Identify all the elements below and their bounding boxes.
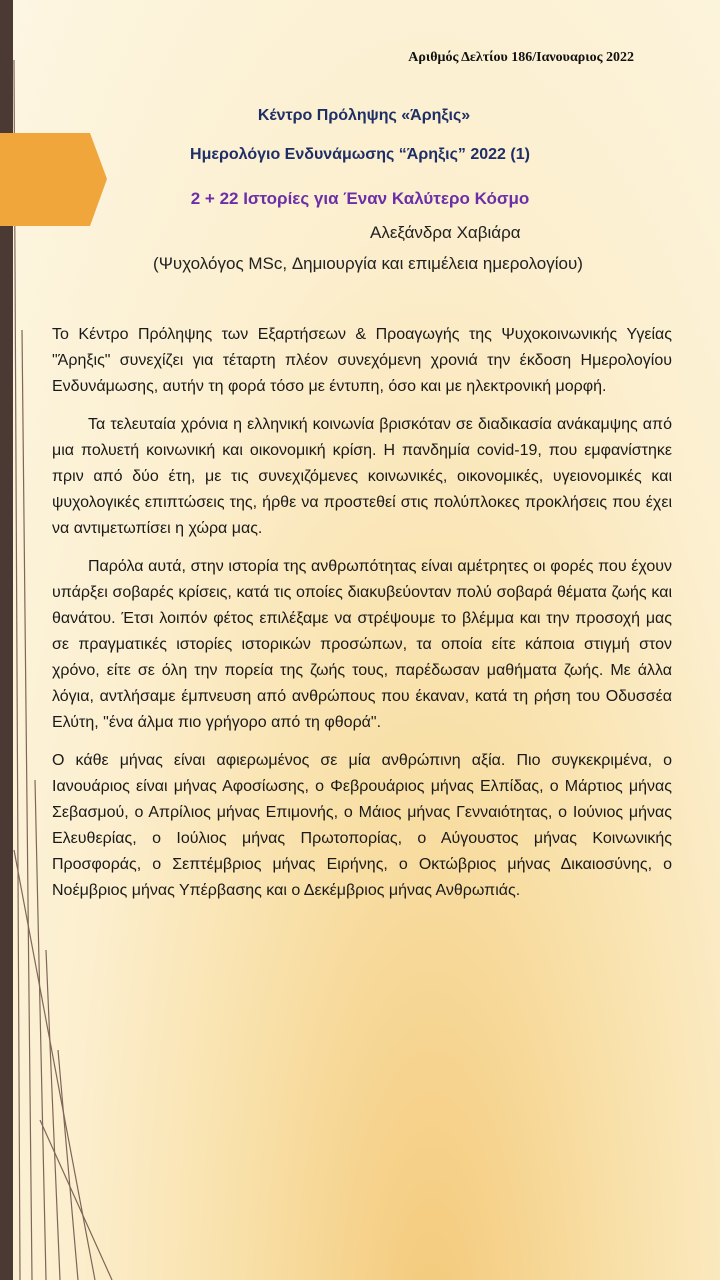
author-role: (Ψυχολόγος MSc, Δημιουργία και επιμέλεια ημερολογίου)	[153, 254, 583, 273]
calendar-title: Ημερολόγιο Ενδυνάμωσης “Άρηξις” 2022 (1)	[190, 146, 530, 163]
author-name: Αλεξάνδρα Χαβιάρα	[370, 223, 521, 242]
paragraph-months: Ο κάθε μήνας είναι αφιερωμένος σε μία ανθρώπινη αξία. Πιο συγκεκριμένα, ο Ιανουάριος είναι μήνας Αφοσίωσης, ο Φεβρουάριος μήνας Ελπίδας, ο Μάρτιος μήνας Σεβασμού, ο Απρίλιος μήνας Επιμονής, ο Μάιος μήνας Γενναιότητας, ο Ιούνιος μήνας Ελευθερίας, ο Ιούλιος μήνας Πρωτοπορίας, ο Αύγουστος μήνας Κοινωνικής Προσφοράς, ο Σεπτέμβριος μήνας Ειρήνης, ο Οκτώβριος μήνας Δικαιοσύνης, ο Νοέμβριος μήνας Υπέρβασης και ο Δεκέμβριος μήνας Ανθρωπιάς.	[52, 752, 672, 899]
paragraph-crisis: Τα τελευταία χρόνια η ελληνική κοινωνία βρισκόταν σε διαδικασία ανάκαμψης από μια πολυετή κοινωνική και οικονομική κρίση. Η πανδημία covid-19, που εμφανίστηκε πριν από δύο έτη, με τις συνεχιζόμενες κοινωνικές, οικονομικές, υγειονομικές και ψυχολογικές επιπτώσεις της, ήρθε να προστεθεί στις πολύπλοκες προκλήσεις που έχει να αντιμετωπίσει η χώρα μας.	[52, 416, 672, 537]
bulletin-number: Αριθμός Δελτίου 186/Ιανουαριος 2022	[408, 50, 634, 65]
paragraph-intro: Το Κέντρο Πρόληψης των Εξαρτήσεων & Προαγωγής της Ψυχοκοινωνικής Υγείας "Άρηξις" συνεχίζει για τέταρτη πλέον συνεχόμενη χρονιά την έκδοση Ημερολογίου Ενδυνάμωσης, αυτήν τη φορά τόσο με έντυπη, όσο και με ηλεκτρονική μορφή.	[52, 326, 672, 395]
subtitle: 2 + 22 Ιστορίες για Έναν Καλύτερο Κόσμο	[190, 189, 530, 208]
body-text	[52, 322, 672, 916]
center-title: Κέντρο Πρόληψης «Άρηξις»	[257, 107, 471, 124]
paragraph-history: Παρόλα αυτά, στην ιστορία της ανθρωπότητας είναι αμέτρητες οι φορές που έχουν υπάρξει σοβαρές κρίσεις, κατά τις οποίες διακυβεύονταν πολύ σοβαρά θέματα ζωής και θανάτου. Έτσι λοιπόν φέτος επιλέξαμε να στρέψουμε το βλέμμα και την προσοχή μας σε πραγματικές ιστορίες ιστορικών προσώπων, τα οποία είτε κάποια στιγμή στον χρόνο, είτε σε όλη την πορεία της ζωής τους, παρέδωσαν μαθήματα ζωής. Με άλλα λόγια, αντλήσαμε έμπνευση από ανθρώπους που έκαναν, κατά τη ρήση του Οδυσσέα Ελύτη, "ένα άλμα πιο γρήγορο από τη φθορά".	[52, 558, 672, 731]
